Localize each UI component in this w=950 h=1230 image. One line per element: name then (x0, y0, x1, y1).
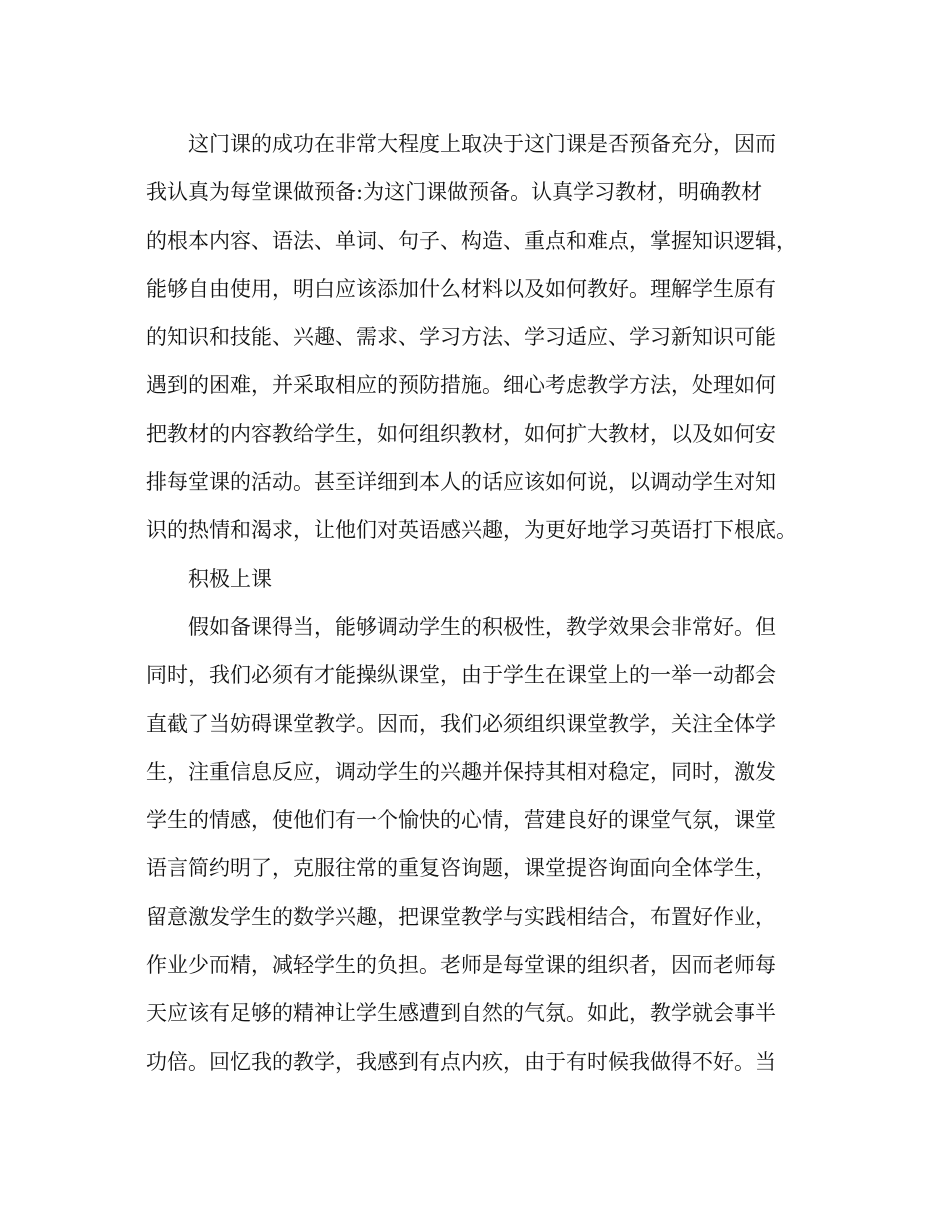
paragraph-line: 天应该有足够的精神让学生感遭到自然的气氛。如此，教学就会事半 (146, 1001, 776, 1026)
paragraph-line: 我认真为每堂课做预备:为这门课做预备。认真学习教材，明确教材 (146, 180, 763, 205)
paragraph-line: 功倍。回忆我的教学，我感到有点内疚，由于有时候我做得不好。当 (146, 1049, 776, 1074)
paragraph-line: 的根本内容、语法、单词、句子、构造、重点和难点，掌握知识逻辑， (146, 228, 797, 253)
paragraph-line: 作业少而精，减轻学生的负担。老师是每堂课的组织者，因而老师每 (146, 953, 776, 978)
paragraph-line: 排每堂课的活动。甚至详细到本人的话应该如何说，以调动学生对知 (146, 470, 776, 495)
section-heading: 积极上课 (188, 566, 272, 591)
paragraph-line: 直截了当妨碍课堂教学。因而，我们必须组织课堂教学，关注全体学 (146, 711, 776, 736)
paragraph-line: 识的热情和渴求，让他们对英语感兴趣，为更好地学习英语打下根底。 (146, 518, 797, 543)
paragraph-line: 同时，我们必须有才能操纵课堂，由于学生在课堂上的一举一动都会 (146, 663, 776, 688)
paragraph-line: 的知识和技能、兴趣、需求、学习方法、学习适应、学习新知识可能 (146, 325, 776, 350)
paragraph-line: 生，注重信息反应，调动学生的兴趣并保持其相对稳定，同时，激发 (146, 759, 776, 784)
paragraph-line: 假如备课得当，能够调动学生的积极性，教学效果会非常好。但 (188, 614, 776, 639)
body-text (146, 120, 806, 1086)
paragraph-line: 把教材的内容教给学生，如何组织教材，如何扩大教材，以及如何安 (146, 421, 776, 446)
paragraph-line: 遇到的困难，并采取相应的预防措施。细心考虑教学方法，处理如何 (146, 373, 776, 398)
paragraph-line: 留意激发学生的数学兴趣，把课堂教学与实践相结合，布置好作业， (146, 904, 776, 929)
paragraph-line: 学生的情感，使他们有一个愉快的心情，营建良好的课堂气氛，课堂 (146, 808, 776, 833)
paragraph-line: 语言简约明了，克服往常的重复咨询题，课堂提咨询面向全体学生， (146, 856, 776, 881)
paragraph-line: 这门课的成功在非常大程度上取决于这门课是否预备充分，因而 (188, 132, 776, 156)
paragraph-line: 能够自由使用，明白应该添加什么材料以及如何教好。理解学生原有 (146, 276, 776, 301)
